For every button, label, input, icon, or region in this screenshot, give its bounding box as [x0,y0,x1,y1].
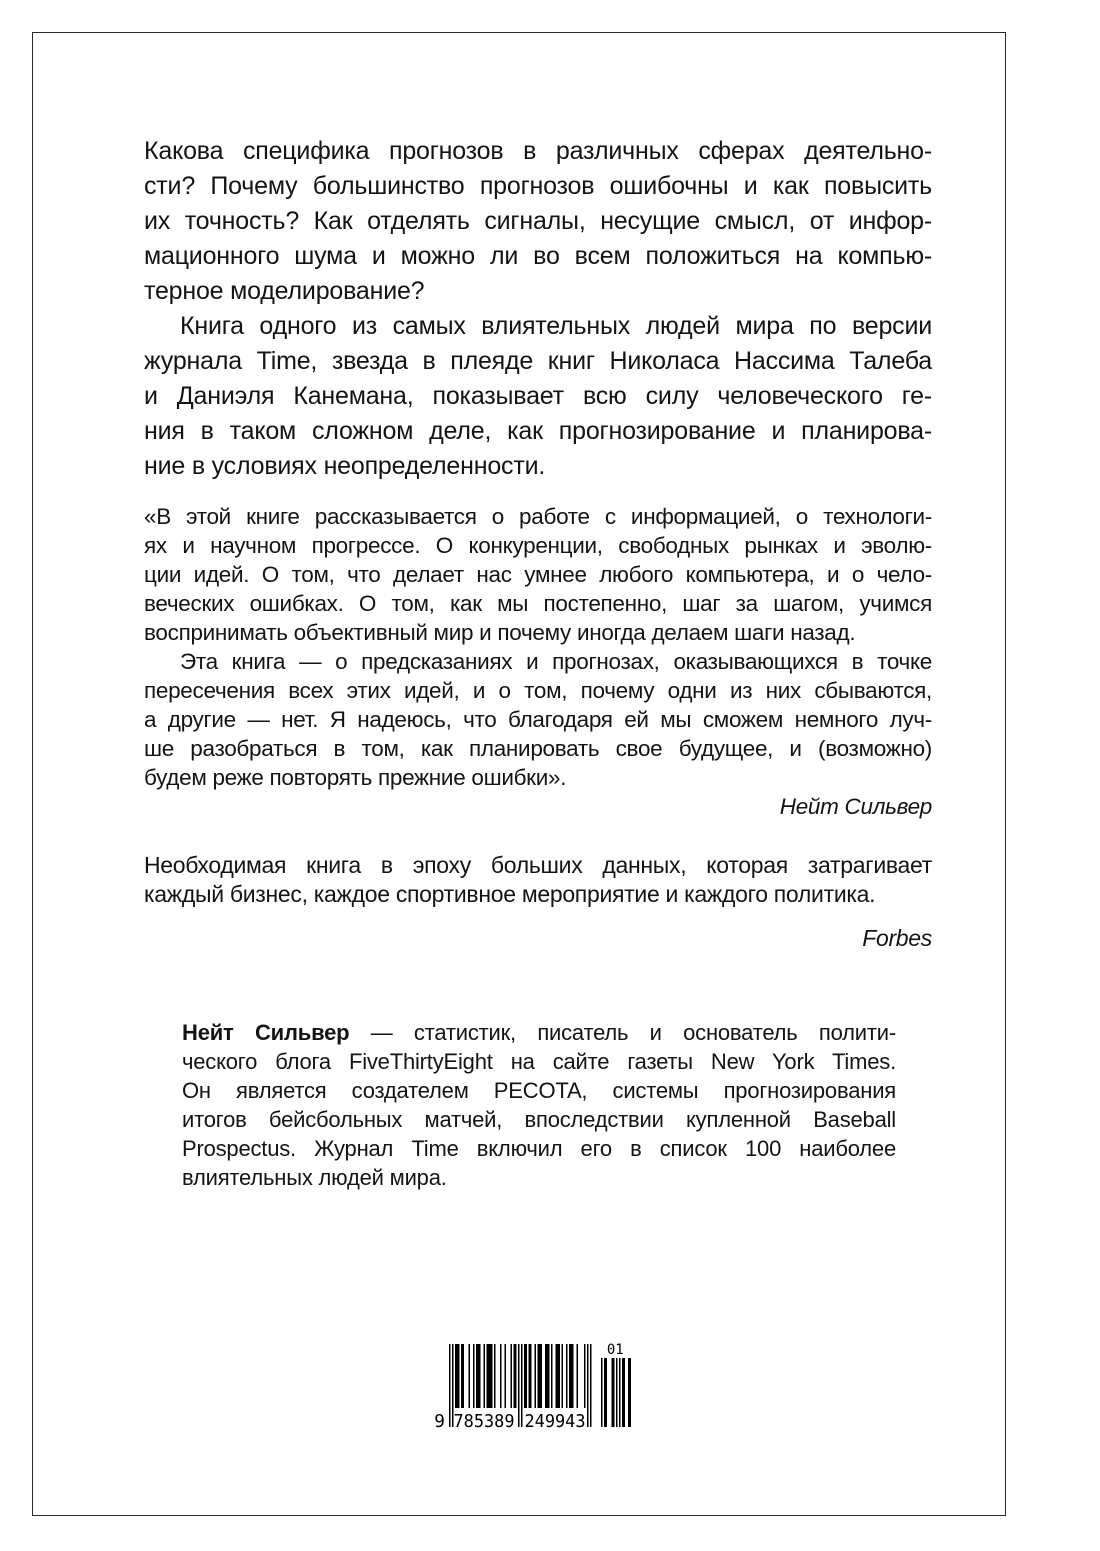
barcode-digits: 249943 [524,1411,586,1431]
barcode-bar [469,1344,471,1408]
barcode-bar [514,1344,516,1408]
press-quote-text [144,851,932,909]
barcode-bar [488,1344,490,1408]
text-line: ческого блога FiveThirtyEight на сайте газеты New York Times. [182,1049,896,1074]
barcode [430,1341,640,1431]
barcode-bar [538,1344,540,1408]
barcode-bar [491,1344,493,1408]
barcode-bar [557,1344,559,1408]
barcode-bar [569,1344,571,1408]
barcode-bar [521,1344,523,1427]
barcode-bar [473,1344,475,1408]
barcode-bar [548,1344,550,1408]
barcode-bar [559,1344,561,1408]
text-line: каждый бизнес, каждое спортивное мероприятие и каждого политика. [144,881,876,907]
text-line: пересечения всех этих идей, и о том, почему одни из них сбываются, [144,678,932,703]
barcode-digits: 9 [434,1411,445,1431]
text-line: Он является создателем PECOTA, системы прогнозирования [182,1078,896,1103]
barcode-bar [566,1344,568,1408]
barcode-bar [571,1344,573,1408]
paragraph [144,309,932,484]
text-line: ции идей. О том, что делает нас умнее любого компьютера, и о чело- [144,562,932,587]
text-line: будем реже повторять прежние ошибки». [144,765,567,790]
text-line: а другие — нет. Я надеюсь, что благодаря ей мы сможем немного луч- [144,707,932,732]
barcode-bar [612,1358,614,1427]
barcode-bar [630,1358,632,1427]
text-line: Книга одного из самых влиятельных людей мира по версии [180,312,932,340]
barcode-digits: 01 [606,1342,624,1358]
barcode-bar [619,1358,621,1427]
barcode-bar [601,1358,603,1427]
text-line: Эта книга — о предсказаниях и прогнозах, оказывающихся в точке [180,649,932,674]
barcode-bar [529,1344,531,1408]
barcode-bar [530,1344,532,1408]
author-quote-text [144,502,932,792]
barcode-bar [535,1344,537,1408]
barcode-bar [628,1358,630,1427]
barcode-bar [587,1344,589,1427]
barcode-bar [547,1344,549,1408]
barcode-bar [616,1358,618,1427]
text-line: воспринимать объективный мир и почему иногда делаем шаги назад. [144,620,856,645]
barcode-digits: 785389 [453,1411,515,1431]
text-line: их точность? Как отделять сигналы, несущие смысл, от инфор- [144,207,932,235]
text-line: Нейт Сильвер — статистик, писатель и основатель полити- [182,1020,896,1045]
press-quote-block [144,851,932,953]
text-line: мационного шума и можно ли во всем положиться на компью- [144,242,932,270]
barcode-bar [622,1358,624,1427]
barcode-bar [613,1358,615,1427]
text-line: сти? Почему большинство прогнозов ошибочны и как повысить [144,172,932,200]
barcode-bar [479,1344,481,1408]
text-line: ях и научном прогрессе. О конкуренции, свободных рынках и эволю- [144,533,932,558]
barcode-bar [524,1344,526,1408]
barcode-bar [515,1344,517,1408]
barcode-bar [449,1344,451,1427]
paragraph [182,1018,896,1192]
author-bio-text [182,1018,896,1192]
text-line: влиятельных людей мира. [182,1165,447,1190]
text-line: и Даниэля Канемана, показывает всю силу человеческого ге- [144,382,932,410]
barcode-bar [572,1344,574,1408]
barcode-bar [457,1344,459,1408]
text-line: журнала Time, звезда в плеяде книг Николаса Нассима Талеба [144,347,932,375]
text-line: ния в таком сложном деле, как прогнозирование и планирова- [144,417,932,445]
text-line: веческих ошибках. О том, как мы постепенно, шаг за шагом, учимся [144,591,932,616]
text-line: «В этой книге рассказывается о работе с информацией, о технологи- [144,504,932,529]
author-name: Нейт Сильвер [182,1020,350,1045]
barcode-bar [484,1344,486,1408]
barcode-bar [526,1344,528,1408]
press-quote-attribution: Forbes [862,925,932,951]
annotation-block [144,134,932,484]
barcode-bar [458,1344,460,1408]
paragraph [144,647,932,792]
barcode-bar [494,1344,496,1408]
paragraph [144,134,932,309]
barcode-bar [478,1344,480,1408]
barcode-bar [487,1344,489,1408]
barcode-bar [556,1344,558,1408]
barcode-bar [590,1344,592,1427]
barcode-bar [541,1344,543,1408]
barcode-area [430,1341,640,1431]
barcode-bar [577,1344,579,1408]
author-bio-block [182,1018,896,1192]
barcode-bar [500,1344,502,1408]
author-quote-block [144,502,932,821]
text-line: ние в условиях неопределенности. [144,452,546,480]
author-quote-attribution: Нейт Сильвер [779,794,932,819]
barcode-bar [476,1344,478,1408]
barcode-bar [461,1344,463,1408]
barcode-bar [551,1344,553,1408]
barcode-bar [463,1344,465,1408]
barcode-bar [562,1344,564,1408]
barcode-bar [505,1344,507,1408]
text-line: итогов бейсбольных матчей, впоследствии купленной Baseball [182,1107,896,1132]
text-line: Необходимая книга в эпоху больших данных, которая затрагивает [144,852,932,878]
text-line: терное моделирование? [144,277,425,305]
annotation-text [144,134,932,484]
barcode-bar [604,1358,606,1427]
barcode-bar [518,1344,520,1427]
barcode-bar [511,1344,513,1408]
text-line: Какова специфика прогнозов в различных сферах деятельно- [144,137,932,165]
paragraph [144,851,932,909]
barcode-bar [584,1344,586,1408]
barcode-bar [624,1358,626,1427]
text-line: ше разобраться в том, как планировать свое будущее, и (возможно) [144,736,932,761]
barcode-bar [545,1344,547,1408]
text-line: Prospectus. Журнал Time включил его в список 100 наиболее [182,1136,896,1161]
barcode-bar [539,1344,541,1408]
paragraph [144,502,932,647]
barcode-bar [606,1358,608,1427]
barcode-bar [490,1344,492,1408]
barcode-bar [455,1344,457,1408]
